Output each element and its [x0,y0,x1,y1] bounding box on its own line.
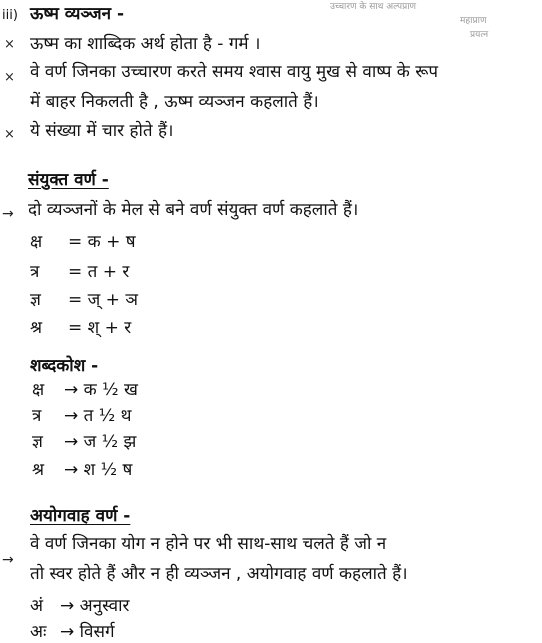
dictionary-char: ज्ञ [32,432,43,452]
dictionary-expression: → श ½ ष [64,460,133,480]
section1-bullet-3: ये संख्या में चार होते हैं। [30,121,174,141]
ayogvah-char: अं [30,596,43,616]
conjunct-expression: = ज् + ञ [68,290,138,310]
ayogvah-expression: → अनुस्वार [60,596,130,616]
section4-definition-line-1: वे वर्ण जिनका योग न होने पर भी साथ-साथ चलते हैं जो न [30,534,387,554]
ayogvah-char: अः [30,622,47,642]
section1-bullet-2-line-1: वे वर्ण जिनका उच्चारण करते समय श्वास वायु मुख से वाष्प के रूप [30,62,439,82]
conjunct-char: श्र [30,318,43,338]
dictionary-char: त्र [32,406,42,426]
faint-note-line-3: प्रयत्न [470,30,489,40]
section1-heading: ऊष्म व्यञ्जन - [30,4,124,24]
conjunct-char: त्र [30,262,40,282]
arrow-bullet-icon: → [2,552,14,568]
section2-definition: दो व्यञ्जनों के मेल से बने वर्ण संयुक्त वर्ण कहलाते हैं। [28,200,359,220]
dictionary-expression: → क ½ ख [64,380,138,400]
section3-heading: शब्दकोश - [30,356,99,376]
conjunct-expression: = श् + र [68,318,132,338]
faint-note-line-1: उच्चारण के साथ अल्पप्राण [330,2,417,12]
conjunct-char: क्ष [30,232,43,252]
conjunct-expression: = क + ष [68,232,136,252]
faint-note-line-2: महाप्राण [460,16,487,26]
ayogvah-expression: → विसर्ग [60,622,115,642]
conjunct-char: ज्ञ [30,290,41,310]
arrow-bullet-icon: → [2,206,14,222]
section4-heading: अयोगवाह वर्ण - [30,506,131,526]
dictionary-char: श्र [32,460,45,480]
section1-bullet-2-line-2: में बाहर निकलती है , ऊष्म व्यञ्जन कहलाते हैं। [30,92,319,112]
section1-bullet-1: ऊष्म का शाब्दिक अर्थ होता है - गर्म । [30,34,261,54]
bullet-icon: × [4,127,15,142]
section4-definition-line-2: तो स्वर होते हैं और न ही व्यञ्जन , अयोगवाह वर्ण कहलाते हैं। [30,564,408,584]
section-numeral: iii) [2,8,18,23]
dictionary-expression: → त ½ थ [64,406,132,426]
dictionary-char: क्ष [32,380,45,400]
bullet-icon: × [4,37,15,52]
conjunct-expression: = त + र [68,262,130,282]
bullet-icon: × [4,70,15,85]
dictionary-expression: → ज ½ झ [64,432,137,452]
section2-heading: संयुक्त वर्ण - [28,170,109,190]
